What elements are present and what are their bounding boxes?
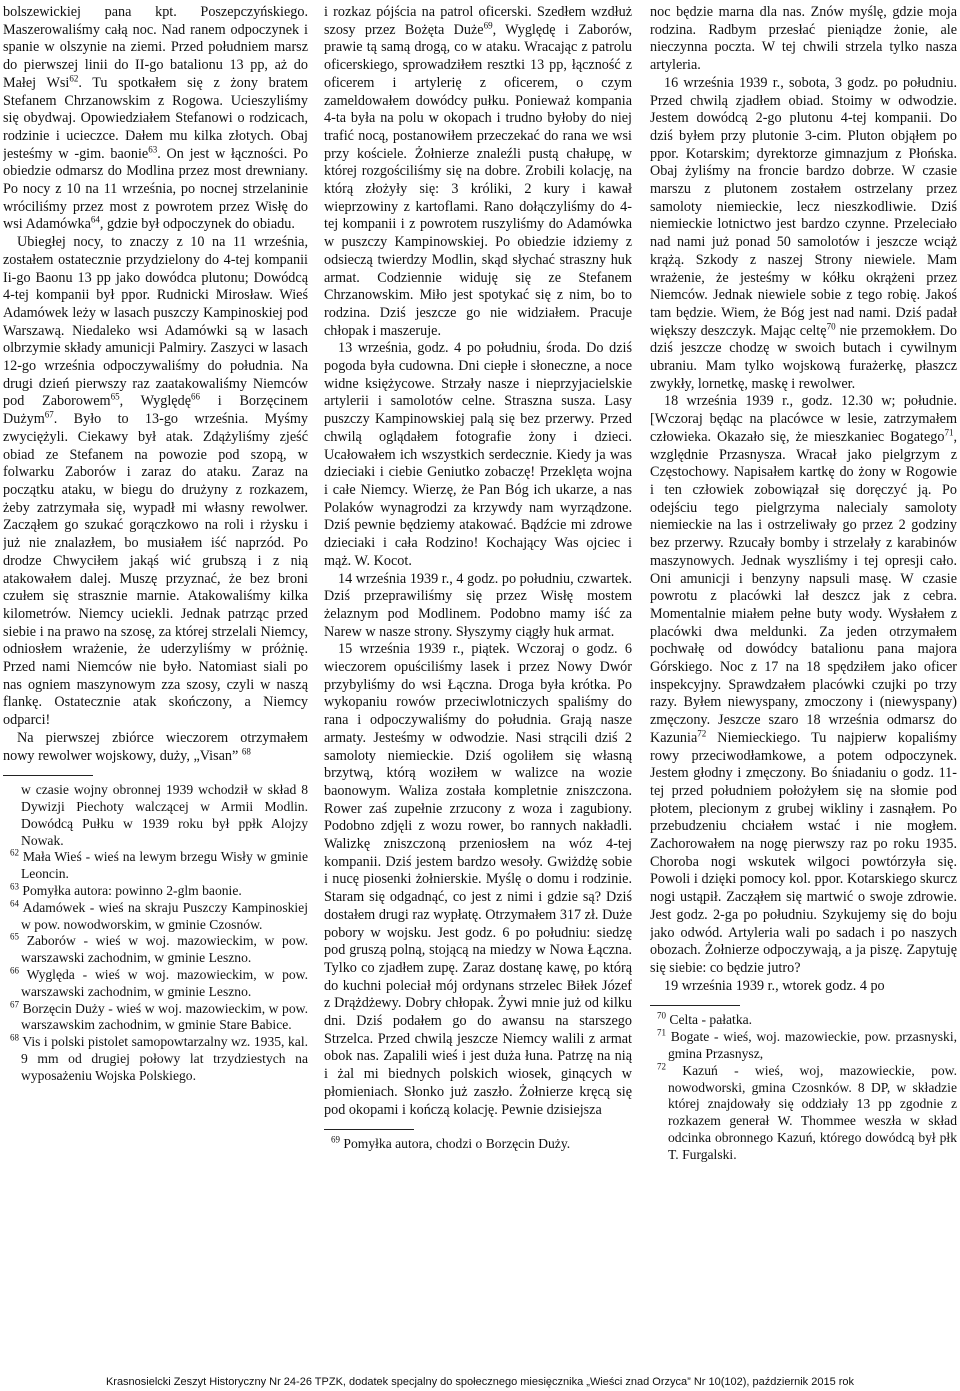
footnote-ref[interactable]: 70: [826, 320, 836, 331]
footnote-text: Celta - pałatka.: [669, 1012, 753, 1028]
text-column-2: [324, 4, 632, 1153]
footnote-62: [3, 849, 308, 883]
text-run: . Było to 13-go września. Myśmy zwyciężyli. Ciekawy był atak. Zdążyliśmy zjeść obiad ze Stefanem na powozie pod szopą, w folwarku Zaborów i zaraz do ataku. Zaraz na początku ataku, w biegu do drużyny z rozkazem, żeby zatrzymała się, wypadł mi własny rewolwer. Zacząłem go szukać gorączkowo na roli i rżysku i już nie znalazłem, bo musiałem iść naprzód. Po drodze Chwyciłem jakąś wić grubszą i z nią atakowałem dalej. Muszę przyznać, że bez broni czułem się strasznie marnie. Atakowaliśmy kilka kilometrów. Niemcy uciekli. Jednak patrząc przed siebie i na prawo na szosę, za której strzelali Niemcy, odniosłem wrażenie, że uderzyliśmy w próżnię. Przed nami Niemców nie było. Natomiast siali po nas ogniem maszynowym zza szosy, czyli w naszą flankę. Ostatecznie atak skończony, a Niemcy odparci!: [3, 411, 308, 729]
footnote-number: 72: [657, 1061, 666, 1072]
paragraph: [3, 4, 308, 234]
footnote-text: Adamówek - wieś na skraju Puszczy Kampinoskiej w pow. nowodworskim, w gminie Czosnów.: [21, 899, 308, 932]
footnote-number: 64: [10, 898, 19, 909]
paragraph: [3, 730, 308, 765]
text-run: Niemieckiego. Tu najpierw kopaliśmy rowy przeciwodłamkowe, a potem odpoczynek. Jestem głodny i zmęczony. Bo śniadaniu o godz. 11-tej przed południem położyłem się na słomie pod płotem, plecionym z grubej wikliny i zasnąłem. Po przebudzeniu chciałem wstać i nie mogłem. Zachorowałem na nogę pierwszy raz po roku 1935. Choroba nogi wskutek wilgoci powtórzyła się. Powoli i dzięki pomocy kol. ppor. Kotarskiego skurcz nogi ustąpił. Zacząłem się martwić o swoje zdrowie. Jest godz. 2-ga po południu. Szykujemy się do boju jako odwód. Artyleria wali po sadach i po naszych obozach. Żołnierze odpoczywają, a ja piszę. Zapytuję się siebie: co będzie jutro?: [650, 729, 957, 976]
footnotes: [650, 1005, 957, 1163]
footnote-number: 67: [10, 999, 19, 1010]
footnote-ref[interactable]: 71: [944, 427, 954, 438]
footnote-ref[interactable]: 66: [191, 391, 200, 402]
paragraph: 15 września 1939 r., piątek. Wczoraj o godz. 6 wieczorem opuściliśmy lasek i przez Nowy Dwór przybyliśmy do wsi Łączna. Droga była krótka. Po wykopaniu rowów przeciwlotniczych spaliśmy do rana i odpoczywaliśmy do południa. Grają nasze armaty. Jesteśmy w odwodzie. Nasi strącili dziś 2 samoloty niemieckie. Dziś ogoliłem się własną brzytwą, którą woziłem w walizce na wozie baonowym. Waliza została kompletnie zniszczona. Rower zaś zupełnie zrzucony z woza i zagubiony. Podobno zdjęli z wozu rower, bo rannych nakładli. Walizkę zniszczoną przeniosłem na wóz 4-tej kompanii. Dziś jestem bardzo wesoły. Gwiżdżę sobie i nucę piosenki żołnierskie. Myślę o domu i rodzinie. Staram się odgadnąć, co jest z nimi i gdzie są? Dziś dostałem drugi raz wypłatę. Otrzymałem 317 zł. Duże pobory w wojsku. Jest godz. 6 po południu: siedzę pod gruszą polną, stojącą na miedzy w Nowa Łączna. Tylko co zjadłem zupę. Zaraz dostanę kawę, po którą do kuchni poleciał mój ordynans strzelec Biłek Józef z Drążdżewy. Dobry chłopak. Żywi mnie już od kilku dni. Dziś podałem go do awansu na starszego Strzelca. Przed chwilą jeszcze Niemcy walili z armat obok nas. Zapalili wieś i jest duża łuna. Patrzę na nią i żal mi biednych polskich wiosek, ginących w płomieniach. Słonko już zaszło. Żołnierze kręcą się pod okopami i kończą kolację. Pewnie dzisiejsza: [324, 641, 632, 1118]
text-run: i rozkaz pójścia na patrol oficerski. Szedłem wzdłuż szosy przez Bożęta Duże: [324, 4, 632, 38]
footnote-text: Vis i polski pistolet samopowtarzalny wz. 1935, kal. 9 mm od drugiej połowy lat trzydziestych na wyposażeniu Wojska Polskiego.: [21, 1034, 308, 1083]
text-run: 16 września 1939 r., sobota, 3 godz. po południu. Przed chwilą zjadłem obiad. Stoimy w odwodzie. Jestem dowódcą 2-go plutonu 4-tej kompanii. Do dziś byłem przy plutonie 3-cim. Pluton objąłem po ppor. Kotarskim; dyrektorze gimnazjum z Płońska. Obaj żyliśmy na froncie bardzo dobrze. W czasie marszu z plutonem zostałem ostrzelany przez samoloty niemieckie, lecz nieszkodliwie. Dziś niemieckie lotnictwo jest bardzo czynne. Przeleciało nad nami już ponad 50 samolotów i jeszcze wciąż krążą. Szkody z naszej Strony niewiele. Mam wrażenie, że jesteśmy w kółku okrążeni przez Niemców. Jednak niewiele sobie z tego robię. Jakoś tam będzie. Wiem, że Bóg jest nad nami. Dziś padał większy deszczyk. Mając celtę: [650, 74, 957, 339]
footnote-63: [3, 883, 308, 900]
paragraph: [324, 4, 632, 340]
footnote-ref[interactable]: 62: [69, 73, 79, 84]
footnote-69: [324, 1136, 632, 1153]
text-run: , gdzie był odpoczynek do obiadu.: [99, 216, 295, 233]
footnote-text: Zaborów - wieś w woj. mazowieckim, w pow. warszawski zachodnim, w gminie Leszno.: [21, 933, 308, 966]
text-column-3: [650, 4, 957, 1164]
footnote-67: [3, 1001, 308, 1035]
footnote-ref[interactable]: 64: [90, 214, 100, 225]
footnote-ref[interactable]: 69: [483, 19, 493, 30]
footnote-ref[interactable]: 72: [697, 728, 707, 739]
text-run: nie przemokłem. Do dziś jeszcze chodzę w swoich butach i cywilnym ubraniu. Mam tylko wojskową furażerkę, płaszcz zwykły, lornetkę, maskę i rewolwer.: [650, 322, 957, 392]
footnote-number: 70: [657, 1010, 666, 1021]
footnote-divider: [650, 1005, 740, 1006]
paragraph: 14 września 1939 r., 4 godz. po południu, czwartek. Dziś przeprawiliśmy się przez Wisłę mostem żelaznym pod Modlinem. Podobno mamy iść za Narew w nasze strony. Słyszymy ciągły huk armat.: [324, 570, 632, 640]
footnote-number: 69: [331, 1134, 340, 1145]
text-run: , Wyględę i Zaborów, prawie tą samą drogą, co w ataku. Wracając z patrolu oficerskiego, sprowadziłem resztki 13 pp, łączność z oficerem i artylerię z oficerem, o czym zameldowałem dowódcy pułku. Ponieważ kompania 4-ta była na polu w okopach i trudno byłoby do niej trafić nocą, postanowiłem przeczekać do rana we wsi przy kościele. Żołnierze znaleźli pustą chałupę, w której rozgościliśmy się na dobre. Zrobili kolację, na którą złożyły się: 3 króliki, 2 kury i kawał wieprzowiny z kartoflami. Rano dołączyliśmy do 4-tej kompanii i z powrotem ruszyliśmy do Adamówka w puszczy Kampinowskiej. Po obiedzie idziemy z odsieczą twierdzy Modlin, skąd słychać straszny huk armat. Codziennie widuję się ze Stefanem Chrzanowskim. Miło jest spotykać się z nim, bo to rodzina. Dziś jeszcze go nie widziałem. Pracuje chłopak i maszeruje.: [324, 21, 632, 339]
paragraph: 19 września 1939 r., wtorek godz. 4 po: [664, 977, 885, 994]
footnote-divider: [3, 775, 93, 776]
footnote-ref[interactable]: 63: [148, 143, 158, 154]
text-column-1: [3, 4, 308, 1085]
paragraph: 13 września, godz. 4 po południu, środa. Do dziś pogoda była cudowna. Dni ciepłe i słoneczne, a noce widne księżycowe. Strzały nasze i nieprzyjacielskie artylerii i samolotów celne. Straszna susza. Lasy puszczy Kampinowskiej palą się bez przerwy. Przed chwilą oglądałem fotografie żony i dzieci. Ucałowałem ich wszystkich serdecznie. Kiedy ja was dzieciaki i ciebie Geniutko zobaczę! Przeklęta wojna i całe Niemcy. Wierzę, że Pan Bóg ich ukarze, a nas Polaków wynagrodzi za krzywdy nam wyrządzone. Dziś pewnie będziemy atakować. Bądźcie mi zdrowe dzieciaki i cała Rodzino! Kochający Was ojciec i mąż. W. Kocot.: [324, 340, 632, 569]
footnote-number: 66: [10, 965, 19, 976]
footnote-65: [3, 933, 308, 967]
footnote-text: Wyględa - wieś w woj. mazowieckim, w pow. warszawski zachodnim, w gminie Leszno.: [21, 967, 308, 999]
footnote-text: Borzęcin Duży - wieś w woj. mazowieckim, w pow. warszawskim zachodnim, w gminie Stare Babice.: [21, 1000, 308, 1033]
footnote-71: [650, 1029, 957, 1063]
footnote-divider: [324, 1129, 414, 1130]
footnote-number: 68: [10, 1032, 19, 1043]
text-run: . On jest w łączności. Po obiedzie odmarsz do Modlina przez most drewniany. Po nocy z 10 na 11 września, po nocnej strzelaninie wróciliśmy przez most z powrotem przez Wisłę do wsi Adamówka: [3, 145, 308, 233]
footnote-64: [3, 900, 308, 934]
text-run: i Borzęcinem Dużym: [3, 393, 308, 428]
paragraph: [650, 75, 957, 394]
footnote-number: 71: [657, 1027, 666, 1038]
text-run: , Wyględę: [119, 393, 191, 410]
footnote-text: Bogate - wieś, woj. mazowieckie, pow. przasnyski, gmina Przasnysz,: [668, 1029, 957, 1061]
footnote-continuation: w czasie wojny obronnej 1939 wchodził w skład 8 Dywizji Piechoty walczącej w Armii Modlin. Dowódcą Pułku w 1939 roku był ppłk Alojzy Nowak.: [21, 782, 308, 848]
footnote-number: 65: [10, 931, 19, 942]
paragraph: [650, 393, 957, 977]
footnotes: [324, 1129, 632, 1153]
paragraph: noc będzie marna dla nas. Znów myślę, gdzie moja rodzina. Radbym przesłać pieniądze żonie, ale nieczynna poczta. W tej chwili strzela tylko nasza artyleria.: [650, 4, 957, 74]
text-run: , względnie Przasnysza. Wracał jako pielgrzym z Częstochowy. Napisałem kartkę do żony w Rogowie i ten człowiek zobowiązał się doręczyć ją. Po odejściu tego pielgrzyma nalecialy samoloty niemieckie na las i ostrzeliwały go przez 2 godziny bez przerwy. Rzucały bomby i strzelały z karabinów maszynowych. Jednak wyszliśmy i tej opresji cało. Oni amunicji i benzyny napsuli masę. W czasie powrotu z placówki lał deszcz jak z cebra. Momentalnie miałem pełne buty wody. Wysłałem z placówki dwa meldunki. Za jeden otrzymałem pochwałę od dowódcy batalionu pana majora Górskiego. Noc z 17 na 18 spędziłem jako oficer inspekcyjny. Sprawdzałem placówki czujki po trzy razy. Byłem niewyspany, zmoczony i (niewyspany) zmęczony. Jeszcze szaro 18 września odmarsz do Kazunia: [650, 428, 957, 746]
footnote-text: Kazuń - wieś, woj, mazowieckie, pow. nowodworski, gmina Czosnków. 8 DP, w składzie której znajdowały się oddziały 13 pp zgodnie z rozkazem generał W. Thommee weszła w skład odcinka obronnego Kazuń, którego dowódcą był płk T. Furgalski.: [668, 1062, 957, 1162]
text-run: 18 września 1939 r., godz. 12.30 w; południe. [Wczoraj będąc na placówce w lesie, zatrzymałem człowieka. Okazało się, że mieszkaniec Bogatego: [650, 393, 957, 445]
footnotes: [3, 775, 308, 1084]
paragraph: [3, 234, 308, 730]
footnote-number: 62: [10, 847, 19, 858]
footnote-text: Pomyłka autora: powinno 2-glm baonie.: [22, 883, 242, 899]
footnote-text: Mała Wieś - wieś na lewym brzegu Wisły w gminie Leoncin.: [21, 849, 308, 882]
text-run: Na pierwszej zbiórce wieczorem otrzymałem nowy rewolwer wojskowy, duży, „Visan”: [3, 729, 308, 764]
text-run: Ubiegłej nocy, to znaczy z 10 na 11 września, zostałem ostatecznie przydzielony do 4-tej kompanii Ii-go Baonu 13 pp jako dowódca plutonu; Dowódcą 4-tej kompanii był ppor. Rudnicki Mirosław. Wieś Adamówek leży w lasach puszczy Kampinoskiej pod Warszawą. Niedaleko wsi Adamówki są w lasach olbrzymie składy amunicji Palmiry. Zaszyci w lasach 12-go września odpoczywaliśmy do południa. Na drugi dzień pierwszy raz zaatakowaliśmy Niemców pod Zaborowem: [3, 234, 308, 410]
text-run: bolszewickiej pana kpt. Poszepczyńskiego. Maszerowaliśmy całą noc. Nad ranem odpoczynek i spanie w olszynie na ziemi. Przed południem marsz do pierwszej linii do II-go batalionu 13 pp, aż do Małej Wsi: [3, 4, 308, 91]
footnote-68: [3, 1034, 308, 1084]
footnote-70: [650, 1012, 957, 1029]
footnote-ref[interactable]: 68: [241, 745, 251, 756]
footnote-ref[interactable]: 67: [44, 409, 54, 420]
footnote-text: Pomyłka autora, chodzi o Borzęcin Duży.: [343, 1136, 571, 1152]
footnote-number: 63: [10, 881, 19, 892]
footnote-72: [650, 1063, 957, 1164]
text-run: . Tu spotkałem się z żony bratem Stefanem Chrzanowskim z Rogowa. Ucieszyliśmy się obydwaj. Opowiedziałem Stefanowi o rodzicach, rodzinie i ucieczce. Dałem mu kilka złotych. Obaj jesteśmy w -gim. baonie: [3, 74, 308, 162]
page-footer: Krasnosielcki Zeszyt Historyczny Nr 24-26 TPZK, dodatek specjalny do społecznego miesięcznika „Wieści znad Orzyca” Nr 10(102), październik 2015 rok: [105, 1376, 855, 1388]
footnote-ref[interactable]: 65: [110, 391, 120, 402]
footnote-66: [3, 967, 308, 1001]
